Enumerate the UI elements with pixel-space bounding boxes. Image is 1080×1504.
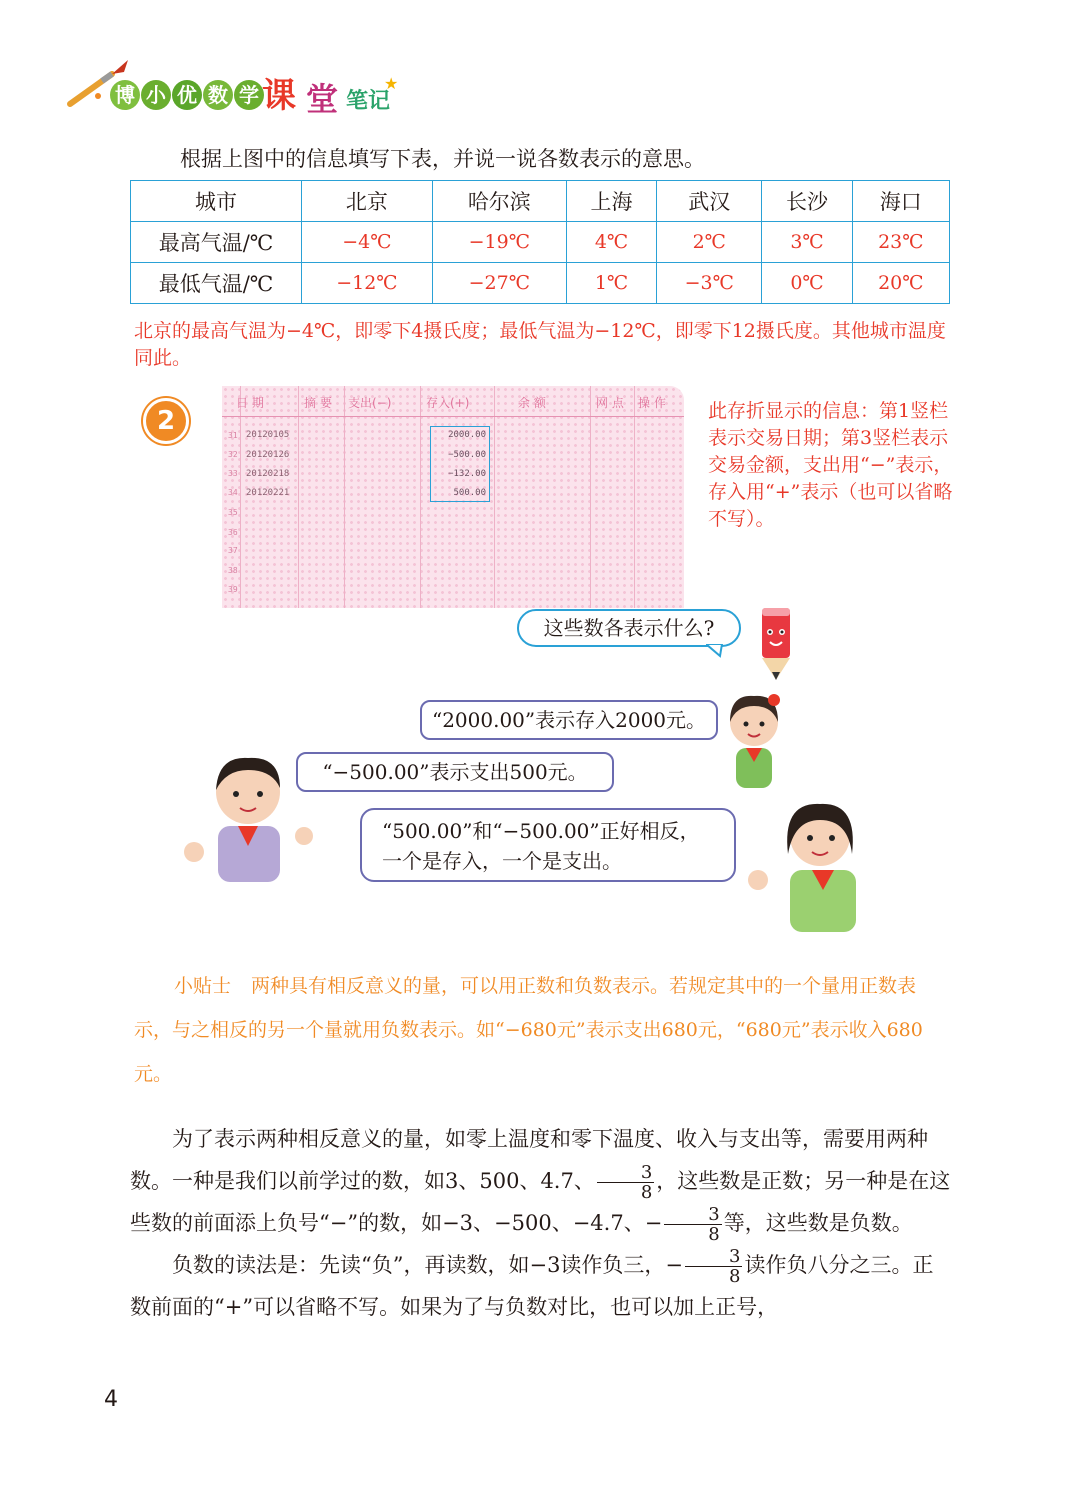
tip-box bbox=[134, 964, 952, 1096]
passbook-row-number: 38 bbox=[228, 566, 238, 575]
passbook-image bbox=[222, 386, 684, 608]
table-header-cell: 海口 bbox=[852, 181, 949, 222]
passbook-row-number: 32 bbox=[228, 450, 238, 459]
passbook-header: 日 期 bbox=[236, 396, 264, 410]
passbook-row-number: 35 bbox=[228, 508, 238, 517]
passbook-header: 摘 要 bbox=[304, 396, 332, 410]
paragraph-text: 为了表示两种相反意义的量，如零上温度和零下温度、收入与支出等，需要用两种数。一种是我们以前学过的数，如3、500、4.7、 bbox=[130, 1127, 928, 1193]
speech-bubble-opposite: “500.00”和“−500.00”正好相反，一个是存入，一个是支出。 bbox=[360, 808, 736, 882]
table-header-cell: 上海 bbox=[566, 181, 656, 222]
table-row bbox=[131, 263, 950, 304]
paragraph-text: ，这些数是正数；另一种是在这些数的前面添上负号“−”的数，如−3、−500、−4.7、− bbox=[130, 1169, 951, 1235]
logo-char: 博 bbox=[110, 80, 140, 110]
passbook-row-number: 34 bbox=[228, 488, 238, 497]
passbook-header: 操 作 bbox=[638, 396, 666, 410]
answer-note: 北京的最高气温为−4℃，即零下4摄氏度；最低气温为−12℃，即零下12摄氏度。其他城市温度同此。 bbox=[134, 320, 946, 369]
paragraph bbox=[130, 1118, 952, 1244]
table-cell: 23℃ bbox=[852, 222, 949, 263]
pencil-mascot-icon bbox=[752, 602, 802, 684]
table-cell: −19℃ bbox=[432, 222, 566, 263]
fraction-numerator: 3 bbox=[664, 1205, 721, 1225]
table-cell: −4℃ bbox=[302, 222, 433, 263]
table-cell: 20℃ bbox=[852, 263, 949, 304]
passbook-header: 支出(−) bbox=[348, 396, 392, 410]
girl-teacher-icon bbox=[740, 790, 864, 936]
passbook-explanation: 此存折显示的信息：第1竖栏表示交易日期；第3竖栏表示交易金额，支出用“−”表示，存入用“+”表示（也可以省略不写）。 bbox=[708, 400, 953, 530]
table-header-cell: 哈尔滨 bbox=[432, 181, 566, 222]
passbook-date: 20120221 bbox=[246, 488, 290, 498]
passbook-amount: 500.00 bbox=[453, 488, 486, 498]
fraction-denominator: 8 bbox=[729, 1266, 741, 1287]
bubble-tail bbox=[706, 644, 726, 658]
fraction bbox=[664, 1205, 721, 1244]
speech-bubble-withdrawal: “−500.00”表示支出500元。 bbox=[296, 752, 614, 792]
question-bubble: 这些数各表示什么? bbox=[517, 609, 741, 647]
paragraph-text: 等，这些数是负数。 bbox=[723, 1211, 913, 1235]
header-logo bbox=[62, 52, 412, 122]
logo-word: 笔记 bbox=[346, 89, 391, 114]
body-text bbox=[130, 1118, 952, 1328]
table-cell: −27℃ bbox=[432, 263, 566, 304]
logo-char: 数 bbox=[203, 80, 233, 110]
passbook-row-number: 37 bbox=[228, 546, 238, 555]
passbook-header: 网 点 bbox=[596, 396, 624, 410]
passbook-row-number: 39 bbox=[228, 585, 238, 594]
passbook-date: 20120126 bbox=[246, 450, 290, 460]
fraction-denominator: 8 bbox=[708, 1224, 720, 1245]
tip-text: 两种具有相反意义的量，可以用正数和负数表示。若规定其中的一个量用正数表示，与之相反的另一个量就用负数表示。如“−680元”表示支出680元，“680元”表示收入680元。 bbox=[134, 975, 923, 1085]
paragraph-text: 负数的读法是：先读“负”，再读数，如−3读作负三，− bbox=[172, 1253, 684, 1277]
paragraph bbox=[130, 1244, 952, 1328]
table-header-row bbox=[131, 181, 950, 222]
row-label: 最低气温/℃ bbox=[131, 263, 302, 304]
table-cell: −12℃ bbox=[302, 263, 433, 304]
passbook-amount: 2000.00 bbox=[448, 430, 486, 440]
intro-text: 根据上图中的信息填写下表，并说一说各数表示的意思。 bbox=[180, 147, 705, 171]
section-number-badge: 2 bbox=[143, 398, 189, 444]
logo-char: 小 bbox=[141, 80, 171, 110]
table-cell: −3℃ bbox=[657, 263, 762, 304]
passbook-amount: −132.00 bbox=[448, 469, 486, 479]
passbook-amount: −500.00 bbox=[448, 450, 486, 460]
paragraph-text: 读作负八分之三。正数前面的“+”可以省略不写。如果为了与负数对比，也可以加上正号， bbox=[130, 1253, 934, 1319]
passbook-row-number: 33 bbox=[228, 469, 238, 478]
table-cell: 3℃ bbox=[762, 222, 852, 263]
fraction bbox=[685, 1247, 742, 1286]
passbook-date: 20120105 bbox=[246, 430, 290, 440]
passbook-row-number: 31 bbox=[228, 431, 238, 440]
logo-char: 学 bbox=[234, 80, 264, 110]
passbook-date: 20120218 bbox=[246, 469, 290, 479]
girl-student-icon bbox=[716, 688, 792, 798]
table-cell: 4℃ bbox=[566, 222, 656, 263]
fraction-numerator: 3 bbox=[597, 1163, 654, 1183]
temperature-table bbox=[130, 180, 950, 304]
passbook-row-number: 36 bbox=[228, 528, 238, 537]
logo-char: 优 bbox=[172, 80, 202, 110]
speech-bubble-deposit: “2000.00”表示存入2000元。 bbox=[420, 700, 718, 740]
table-header-cell: 长沙 bbox=[762, 181, 852, 222]
logo-word: 堂 bbox=[306, 80, 339, 118]
passbook-header: 余 额 bbox=[518, 396, 546, 410]
table-row bbox=[131, 222, 950, 263]
passbook-header: 存入(+) bbox=[426, 396, 470, 410]
table-header-cell: 北京 bbox=[302, 181, 433, 222]
fraction-denominator: 8 bbox=[640, 1182, 653, 1203]
table-cell: 2℃ bbox=[657, 222, 762, 263]
tip-title: 小贴士 bbox=[174, 975, 232, 997]
fraction bbox=[597, 1163, 654, 1202]
logo-word: 课 bbox=[262, 76, 296, 116]
boy-student-icon bbox=[176, 748, 316, 888]
table-header-cell: 武汉 bbox=[657, 181, 762, 222]
table-header-cell: 城市 bbox=[131, 181, 302, 222]
table-cell: 1℃ bbox=[566, 263, 656, 304]
table-cell: 0℃ bbox=[762, 263, 852, 304]
fraction-numerator: 3 bbox=[685, 1247, 742, 1267]
star-icon: ★ bbox=[384, 74, 399, 93]
row-label: 最高气温/℃ bbox=[131, 222, 302, 263]
page-number: 4 bbox=[104, 1387, 118, 1412]
